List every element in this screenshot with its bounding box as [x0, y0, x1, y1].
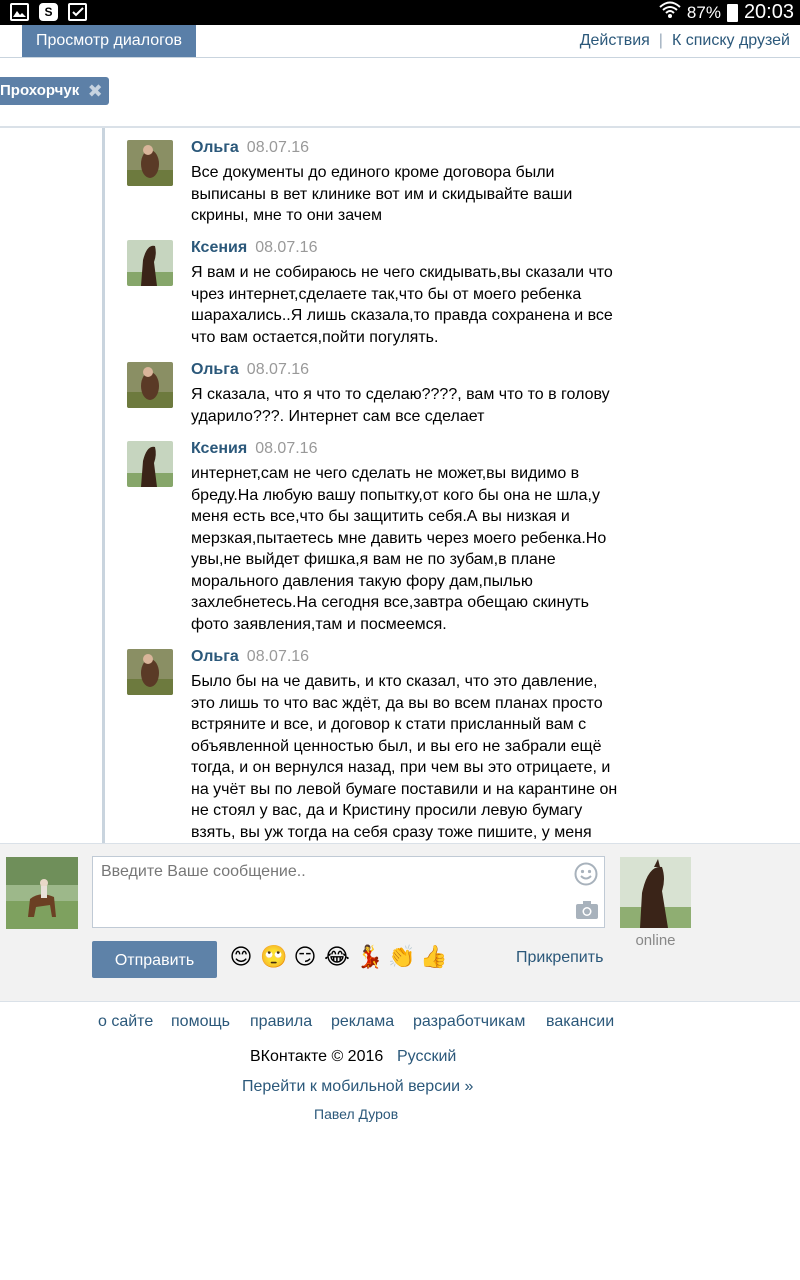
avatar[interactable] [127, 362, 173, 408]
peer-online-status: online [635, 932, 676, 949]
mobile-version-link[interactable]: Перейти к мобильной версии » [242, 1078, 474, 1095]
message-author[interactable]: Ксения [191, 440, 248, 457]
camera-icon[interactable] [575, 900, 599, 920]
message-author[interactable]: Ксения [191, 239, 248, 256]
footer-link-help[interactable]: помощь [171, 1013, 230, 1030]
footer-link-developers[interactable]: разработчикам [413, 1013, 526, 1030]
message-text: Я сказала, что я что то сделаю????, вам что то в голову ударило???. Интернет сам все сделает [191, 386, 610, 425]
attach-link[interactable]: Прикрепить [516, 949, 604, 966]
emoji-bar [228, 944, 446, 970]
skype-notification-icon: S [39, 3, 58, 21]
avatar[interactable] [127, 140, 173, 186]
remove-recipient-icon[interactable]: ✖ [87, 81, 103, 101]
message-date: 08.07.16 [255, 440, 318, 457]
gallery-notification-icon [10, 3, 29, 21]
conversation-history[interactable] [0, 128, 800, 843]
emoji-dancer[interactable]: 💃 [356, 944, 384, 969]
clipboard-check-icon [68, 3, 87, 21]
notification-icons [10, 3, 87, 21]
emoji-thumbs-up[interactable]: 👍 [420, 944, 448, 969]
battery-percent: 87% [686, 2, 721, 22]
emoji-smirk[interactable]: 😏 [293, 944, 317, 969]
message-date: 08.07.16 [246, 139, 310, 156]
recipient-name: Прохорчук [0, 82, 80, 99]
clock: 20:03 [743, 1, 794, 23]
message-date: 08.07.16 [246, 648, 310, 665]
author-link[interactable]: Павел Дуров [314, 1106, 399, 1122]
emoji-clap[interactable]: 👏 [388, 944, 416, 969]
battery-icon [727, 4, 738, 22]
footer-links [0, 1013, 800, 1033]
footer-link-vacancies[interactable]: вакансии [546, 1013, 615, 1030]
copyright: ВКонтакте © 2016 [250, 1048, 384, 1065]
footer-link-rules[interactable]: правила [250, 1013, 313, 1030]
footer-link-ads[interactable]: реклама [331, 1013, 395, 1030]
message-author[interactable]: Ольга [191, 648, 239, 665]
avatar[interactable] [127, 441, 173, 487]
nav-separator: | [658, 32, 663, 49]
recipient-row [0, 58, 800, 128]
peer-avatar[interactable] [620, 857, 691, 928]
send-button[interactable]: Отправить [92, 941, 217, 978]
compose-panel [0, 843, 800, 1002]
friends-list-link[interactable]: К списку друзей [671, 32, 790, 49]
actions-link[interactable]: Действия [579, 32, 650, 49]
status-bar [0, 0, 800, 25]
my-avatar[interactable] [6, 857, 78, 929]
tab-dialogs-view[interactable]: Просмотр диалогов [22, 25, 196, 57]
conversation-divider [102, 128, 105, 843]
emoji-eyeroll[interactable]: 🙄 [260, 944, 288, 969]
message-text: Было бы на че давить, и кто сказал, что это давление, это лишь то что вас ждёт, да вы во всем планах просто встряните и все, и договор к стати присланный вам с объявленной ценностью был, и вы его не забрали ещё тогда, и он вернулся назад, при чем вы это отрицаете, и на учёт вы по левой бумаге поставили и на карантине он не стоял у вас, да и Кристину просили левую бумагу взять, вы уж тогда на себя сразу тоже пишите, у меня [191, 673, 618, 841]
message-author[interactable]: Ольга [191, 139, 239, 156]
message-text: Все документы до единого кроме договора были выписаны в вет клинике вот им и скидывайте ваши скрины, мне то они зачем [191, 164, 573, 224]
message-input[interactable] [92, 856, 605, 928]
language-link[interactable]: Русский [397, 1048, 457, 1065]
message-date: 08.07.16 [255, 239, 318, 256]
status-right [659, 0, 794, 25]
message-text: Я вам и не собираюсь не чего скидывать,вы сказали что чрез интернет,сделаете так,что бы от моего ребенка шарахались..Я лишь сказала,то правда сохранена и все что вам остается,пойти погулять. [191, 264, 613, 346]
message-text: интернет,сам не чего сделать не может,вы видимо в бреду.На любую вашу попытку,от кого бы она не шла,у меня есть все,что бы защитить себя.А вы низкая и мерзкая,пытаетесь мне давить через моего ребенка.Но увы,не выйдет фишка,я вам не по зубам,в плане морального давления такую фору дам,пылью захлебнетесь.На сегодня все,завтра обещаю скинуть фото заявления,там и посмеемся. [191, 465, 607, 633]
top-navigation [0, 25, 800, 58]
avatar[interactable] [127, 240, 173, 286]
message-author[interactable]: Ольга [191, 361, 239, 378]
wifi-icon [659, 0, 681, 25]
avatar[interactable] [127, 649, 173, 695]
recipient-chip[interactable] [0, 77, 109, 105]
smile-icon[interactable] [574, 862, 598, 886]
footer-link-about[interactable]: о сайте [98, 1013, 154, 1030]
emoji-laugh[interactable]: 😂 [324, 944, 350, 969]
message-date: 08.07.16 [246, 361, 310, 378]
top-nav-links [580, 25, 790, 57]
emoji-smile[interactable]: 😊 [229, 944, 253, 969]
